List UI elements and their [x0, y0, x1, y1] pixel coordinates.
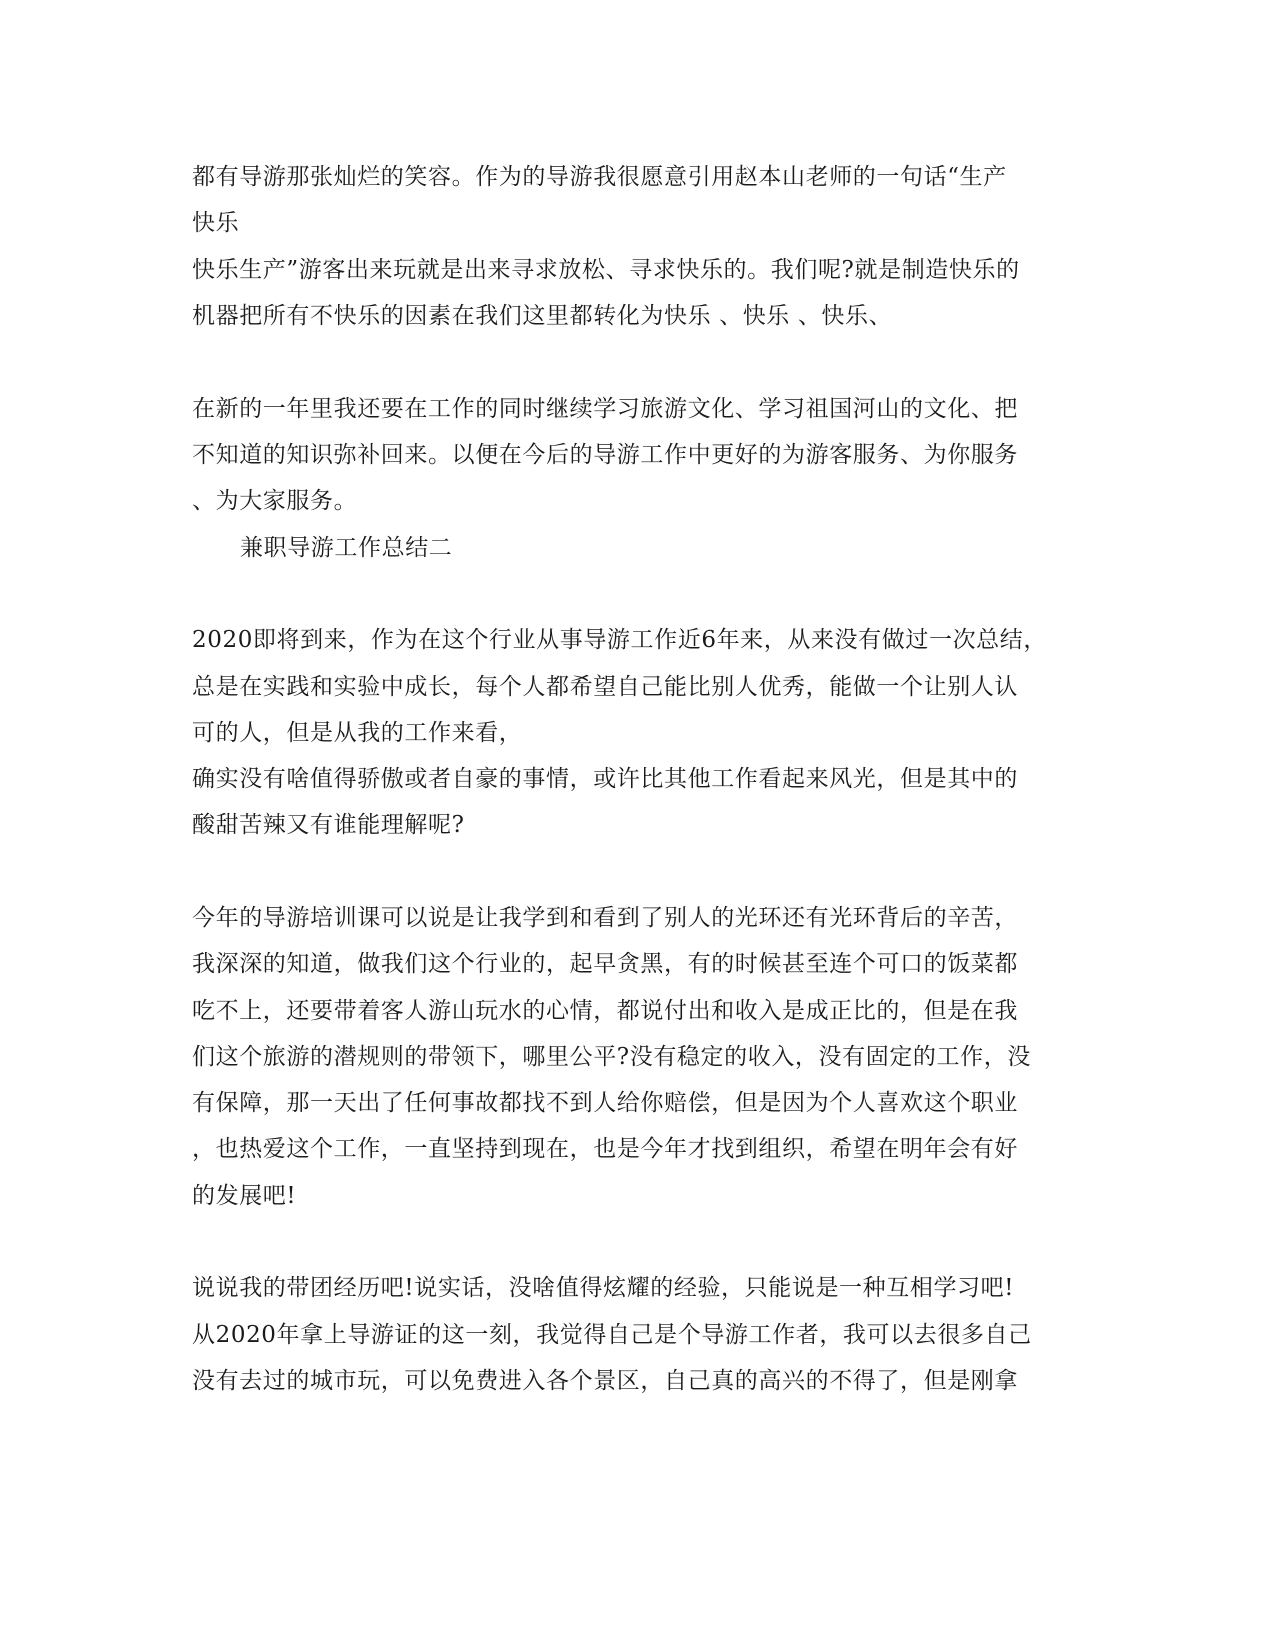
- text-line: 酸甜苦辣又有谁能理解呢?: [192, 812, 465, 838]
- text-line: 机器把所有不快乐的因素在我们这里都转化为快乐 、快乐 、快乐、: [192, 303, 893, 329]
- text-line: 快乐: [192, 210, 240, 236]
- text-line: 总是在实践和实验中成长，每个人都希望自己能比别人优秀，能做一个让别人认: [192, 674, 1018, 700]
- text-line: 有保障，那一天出了任何事故都找不到人给你赔偿，但是因为个人喜欢这个职业: [192, 1090, 1018, 1116]
- text-line: 没有去过的城市玩，可以免费进入各个景区，自己真的高兴的不得了，但是刚拿: [192, 1368, 1018, 1394]
- text-line: 快乐生产”游客出来玩就是出来寻求放松、寻求快乐的。我们呢?就是制造快乐的: [192, 257, 1020, 283]
- text-line: 说说我的带团经历吧!说实话，没啥值得炫耀的经验，只能说是一种互相学习吧!: [192, 1275, 1015, 1301]
- text-line: 在新的一年里我还要在工作的同时继续学习旅游文化、学习祖国河山的文化、把: [192, 396, 1018, 422]
- text-line: 今年的导游培训课可以说是让我学到和看到了别人的光环还有光环背后的辛苦，: [192, 905, 1018, 931]
- text-line: 可的人，但是从我的工作来看，: [192, 720, 523, 746]
- text-line: 不知道的知识弥补回来。以便在今后的导游工作中更好的为游客服务、为你服务: [192, 442, 1018, 468]
- text-line: 确实没有啥值得骄傲或者自豪的事情，或许比其他工作看起来风光，但是其中的: [192, 766, 1018, 792]
- text-line: 我深深的知道，做我们这个行业的，起早贪黑，有的时候甚至连个可口的饭菜都: [192, 951, 1018, 977]
- text-line: 从2020年拿上导游证的这一刻，我觉得自己是个导游工作者，我可以去很多自己: [192, 1322, 1032, 1348]
- text-line: 们这个旅游的潜规则的带领下，哪里公平?没有稳定的收入，没有固定的工作，没: [192, 1044, 1031, 1070]
- text-line: 吃不上，还要带着客人游山玩水的心情，都说付出和收入是成正比的，但是在我: [192, 998, 1018, 1024]
- text-line: 、为大家服务。: [192, 488, 358, 514]
- text-line: 的发展吧!: [192, 1183, 297, 1209]
- text-line: ，也热爱这个工作，一直坚持到现在，也是今年才找到组织，希望在明年会有好: [192, 1136, 1018, 1162]
- text-line: 2020即将到来，作为在这个行业从事导游工作近6年来，从来没有做过一次总结，: [192, 627, 1047, 653]
- text-line: 都有导游那张灿烂的笑容。作为的导游我很愿意引用赵本山老师的一句话“生产: [192, 164, 1007, 190]
- section-heading: 兼职导游工作总结二: [240, 535, 453, 561]
